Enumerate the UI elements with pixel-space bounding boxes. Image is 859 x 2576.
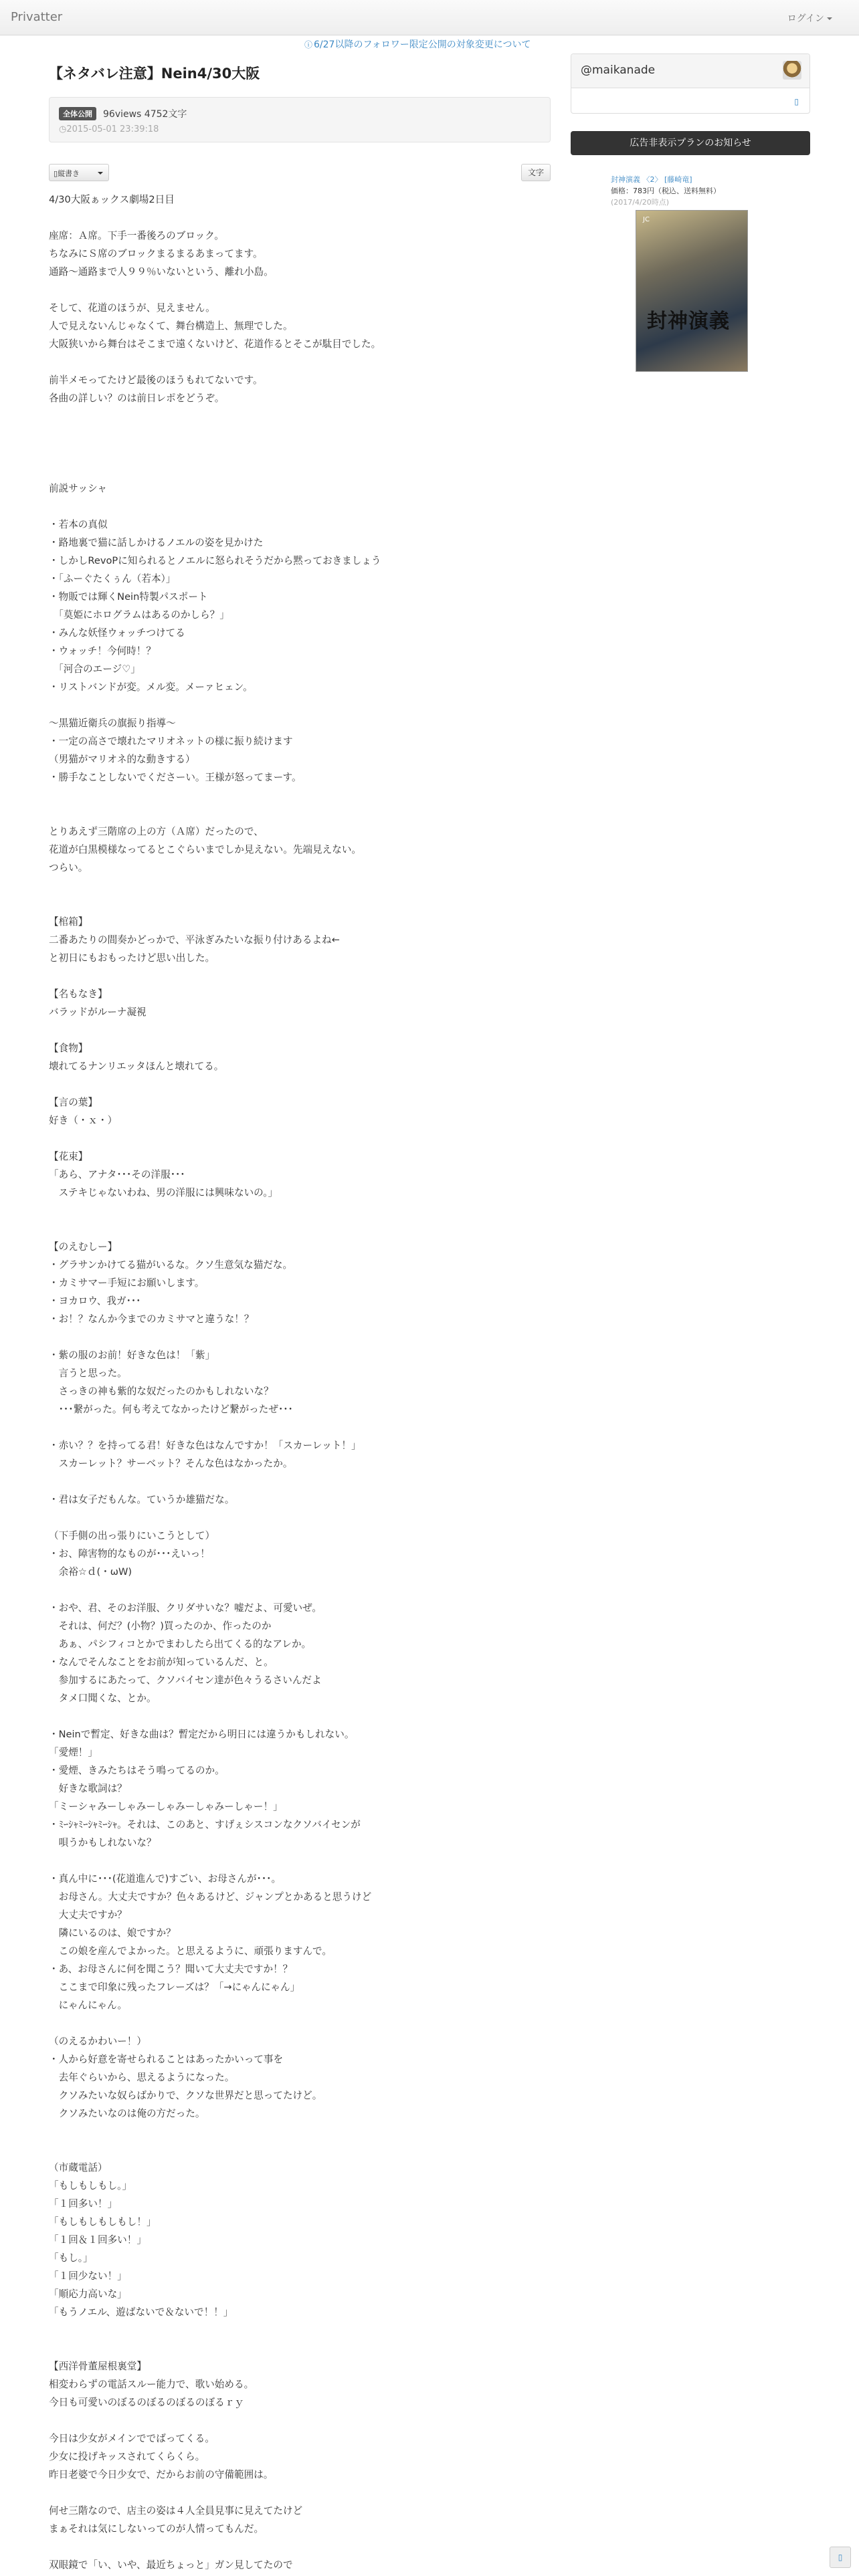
chevron-down-icon xyxy=(827,17,832,20)
ad-free-plan-button[interactable]: 広告非表示プランのお知らせ xyxy=(571,131,810,155)
user-panel xyxy=(571,53,810,114)
book-cover-image[interactable] xyxy=(636,210,748,372)
post-title: 【ネタバレ注意】Nein4/30大阪 xyxy=(49,66,260,82)
book-title[interactable]: 封神演義 〈2〉 [藤崎竜] xyxy=(611,175,692,184)
visibility-badge: 全体公開 xyxy=(59,107,96,120)
twitter-icon[interactable]: ▯ xyxy=(794,97,799,106)
login-dropdown[interactable] xyxy=(787,11,832,25)
book-price: 価格：783円（税込、送料無料） xyxy=(611,187,721,195)
post-meta xyxy=(49,97,551,142)
top-navbar xyxy=(0,0,859,35)
username[interactable]: @maikanade xyxy=(581,64,656,77)
book-cover-title: 封神演義 xyxy=(647,310,730,333)
vertical-writing-button[interactable]: ▯縦書き xyxy=(49,164,109,181)
avatar[interactable] xyxy=(783,61,801,80)
info-icon: ⓘ xyxy=(304,40,313,49)
post-main xyxy=(49,64,551,2571)
text-size-button[interactable]: 文字 xyxy=(521,164,551,181)
book-date: (2017/4/20時点) xyxy=(611,198,669,207)
notice-link[interactable] xyxy=(304,37,531,51)
post-body: 4/30大阪ぁックス劇場2日目 座席：Ａ席。下手一番後ろのブロック。 ちなみにＳ席のブロックまるまるあまってます。 通路〜通路まで人９９％いないという、離れ小島。 そして、花道のほうが、見えません。 人で見えないんじゃなくて、舞台構造上、無理でした。 大阪狭いから舞台はそこまで遠くないけど、花道作るとそこが駄目でした。 前半メモってたけど最後のほうもれてないです。 各曲の詳しい？のは前日レポをどうぞ。 前説サッシャ ・若本の真似 ・路地裏で猫に話しかけるノエルの姿を見かけた ・しかしRevoPに知られるとノエルに怒られそうだから黙っておきましょう ・「ふーぐたくぅん（若本）」 ・物販では輝くNein特製パスポート 「莫姫にホログラムはあるのかしら？」 ・みんな妖怪ウォッチつけてる ・ウォッチ！今何時！？ 「河合のエージ♡」 ・リストバンドが変。メル変。メーァヒェン。 〜黒猫近衛兵の旗振り指導〜 ・一定の高さで壊れたマリオネットの様に振り続けます （男猫がマリオネ的な動きする） ・勝手なことしないでくださーい。王様が怒ってまーす。 とりあえず三階席の上の方（Ａ席）だったので、 花道が白黒模様なってるとこぐらいまでしか見えない。先端見えない。 つらい。 【棺箱】 二番あたりの間奏かどっかで、平泳ぎみたいな振り付けあるよね← と初日にもおもったけど思い出した。 【名もなき】 バラッドがルーナ凝視 【食物】 壊れてるナンリエッタほんと壊れてる。 【言の葉】 好き（・ｘ・） 【花束】 「あら、アナタ･･･その洋服･･･ ステキじゃないわね、男の洋服には興味ないの。」 【のえむしー】 ・グラサンかけてる猫がいるな。クソ生意気な猫だな。 ・カミサマー手短にお願いします。 ・ヨカロウ、我ガ･･･ ・お！？なんか今までのカミサマと違うな！？ ・紫の服のお前！好きな色は！「紫」 言うと思った。 さっきの神も紫的な奴だったのかもしれないな？ ･･･繋がった。何も考えてなかったけど繋がったぜ･･･ ・赤い？？を持ってる君！好きな色はなんですか！「スカーレット！」 スカーレット？サーベット？そんな色はなかったか。 ・君は女子だもんな。ていうか雄猫だな。 （下手側の出っ張りにいこうとして） ・お、障害物的なものが･･･えいっ！ 余裕☆ｄ(・ωW) ・おや、君、そのお洋服、クリダサいな？嘘だよ、可愛いぜ。 それは、何だ？(小物？)買ったのか、作ったのか あぁ、パシフィコとかでまわしたら出てくる的なアレか。 ・なんでそんなことをお前が知っているんだ、と。 参加するにあたって、クソバイセン達が色々うるさいんだよ タメ口聞くな、とか。 ・Neinで暫定、好きな曲は？暫定だから明日には違うかもしれない。 「愛煙！」 ・愛煙、きみたちはそう鳴ってるのか。 好きな歌詞は？ 「ミーシャみーしゃみーしゃみーしゃみーしゃー！」 ・ﾐｰｼｬﾐｰｼｬﾐｰｼｬ。それは、このあと、すげぇシスコンなクソバイセンが 唄うかもしれないな？ ・真ん中に･･･(花道進んで)すごい、お母さんが･･･。 お母さん。大丈夫ですか？色々あるけど、ジャンプとかあると思うけど 大丈夫ですか？ 隣にいるのは、娘ですか？ この娘を産んでよかった。と思えるように、頑張りますんで。 ・あ、お母さんに何を聞こう？聞いて大丈夫ですか！？ ここまで印象に残ったフレーズは？「→にゃんにゃん」 にゃんにゃん。 （のえるかわいー！） ・人から好意を寄せられることはあったかいって事を 去年ぐらいから、思えるようになった。 クソみたいな奴らばかりで、クソな世界だと思ってたけど。 クソみたいなのは俺の方だった。 （市蔵電話） 「もしもしもし。」 「１回多い！」 「もしもしもしもし！」 「１回＆１回多い！」 「もし。」 「１回少ない！」 「順応力高いな」 「もうノエル、遊ばないで＆ないで！！」 【西洋骨董屋根裏堂】 相変わらずの電話スルー能力で、歌い始める。 今日も可愛いのぼるのぼるのぼるのぼるｒｙ 今日は少女がメインででばってくる。 少女に投げキッスされてくらくら。 昨日老婆で今日少女で、だからお前の守備範囲は。 何せ三階なので、店主の姿は４人全員見事に見えてたけど まぁそれは気にしないってのが人情ってもんだ。 双眼鏡で「い、いや、最近ちょっと」ガン見してたので xyxy=(49,194,381,2571)
post-date-value: 2015-05-01 23:39:18 xyxy=(66,124,159,134)
vertical-writing-label: 縦書き xyxy=(58,169,80,178)
post-stats: 96views 4752文字 xyxy=(103,109,187,120)
chevron-down-icon xyxy=(98,172,103,175)
user-panel-header xyxy=(571,54,809,88)
brand-logo[interactable]: Privatter xyxy=(11,10,63,24)
notice-text: 6/27以降のフォロワー限定公開の対象変更について xyxy=(314,39,531,50)
book-ad xyxy=(611,174,771,333)
cover-logo: JC xyxy=(643,216,650,223)
post-date: ◷2015-05-01 23:39:18 xyxy=(59,124,159,134)
scroll-to-top-button[interactable]: ▯ xyxy=(830,2547,851,2568)
login-label: ログイン xyxy=(787,13,824,24)
